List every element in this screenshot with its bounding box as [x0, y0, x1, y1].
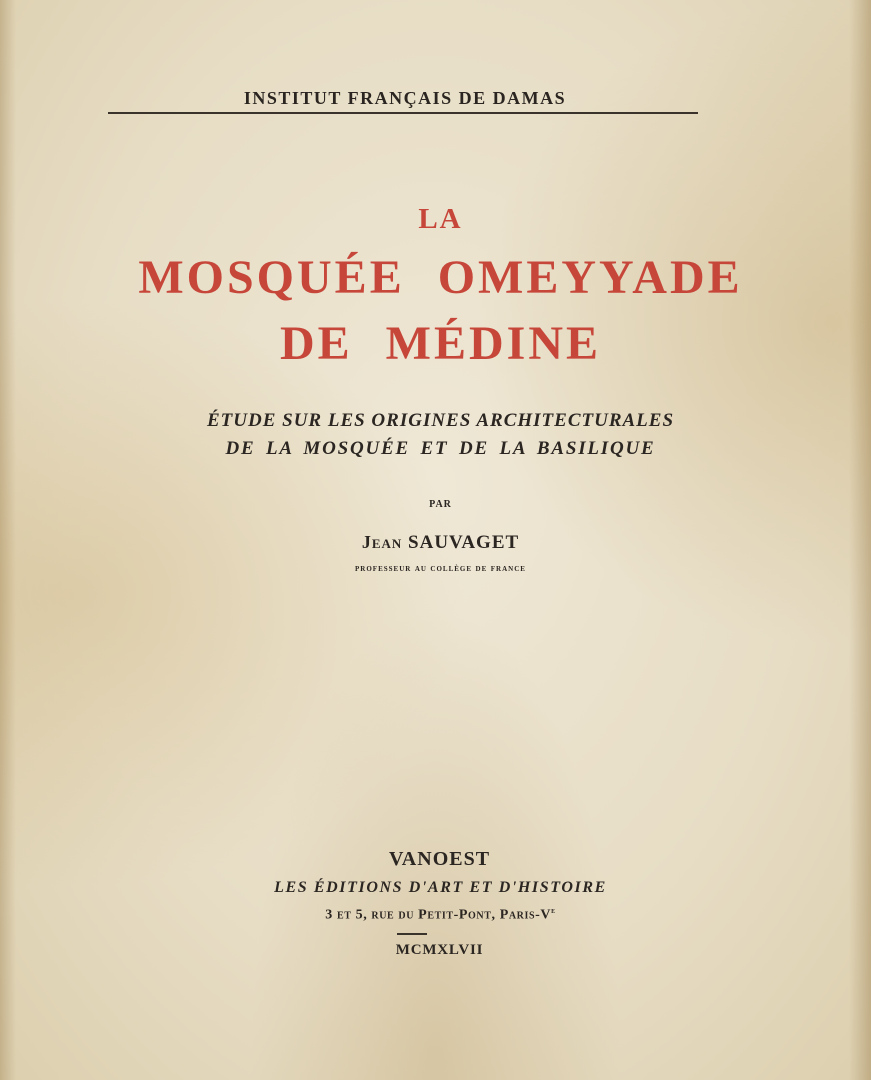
author-affiliation-text: professeur au collège de france [355, 563, 526, 574]
publisher-address-text: 3 et 5, rue du Petit-Pont, Paris-V [325, 907, 552, 923]
publisher-address [0, 905, 871, 924]
author-name [0, 532, 871, 554]
publisher-name: VANOEST [388, 848, 491, 870]
publisher-imprint: LES ÉDITIONS D'ART ET D'HISTOIRE [274, 879, 607, 896]
title-line-2: MOSQUÉE OMEYYADE [138, 251, 743, 304]
by-label: PAR [429, 499, 452, 510]
subtitle-line-1: ÉTUDE SUR LES ORIGINES ARCHITECTURALES [206, 410, 675, 431]
imprint-rule [397, 933, 427, 935]
publication-year: MCMXLVII [395, 942, 484, 958]
subtitle-line-2: DE LA MOSQUÉE ET DE LA BASILIQUE [225, 438, 656, 459]
author-last-name: SAUVAGET [408, 532, 520, 553]
publisher-address-sup: e [551, 905, 556, 915]
institute-name: INSTITUT FRANÇAIS DE DAMAS [243, 88, 567, 108]
title-line-1: LA [418, 203, 463, 235]
title-line-3: DE MÉDINE [279, 317, 602, 370]
header-rule [108, 112, 698, 114]
author-affiliation [0, 563, 871, 574]
author-first-name: Jean [361, 532, 403, 552]
